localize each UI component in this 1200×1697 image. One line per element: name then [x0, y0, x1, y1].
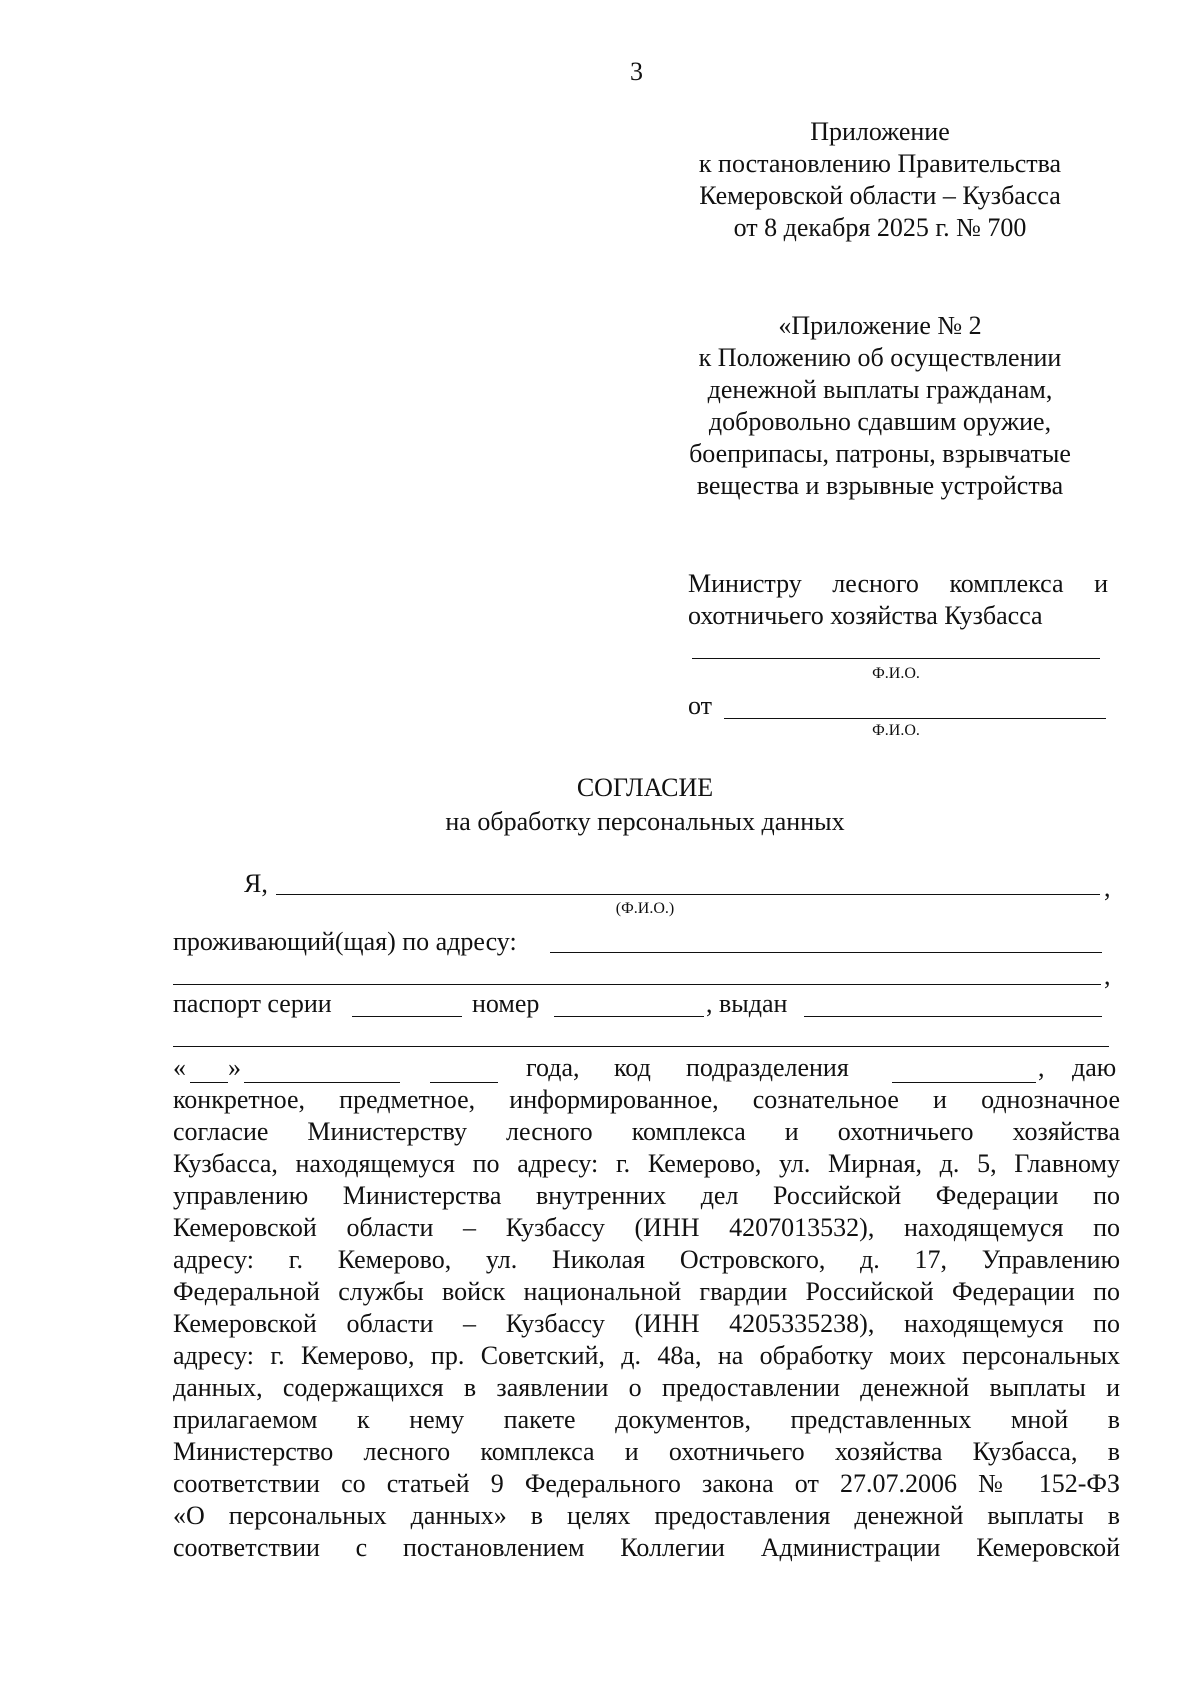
body-line: «О персональных данных» в целях предоставления денежной выплаты в: [173, 1501, 1120, 1530]
i-label: Я,: [244, 869, 268, 898]
appendix2-line: боеприпасы, патроны, взрывчатые: [689, 439, 1071, 468]
appendix2-line: добровольно сдавшим оружие,: [708, 407, 1052, 436]
body-line: Федеральной службы войск национальной гвардии Российской Федерации по: [173, 1277, 1120, 1306]
body-line: конкретное, предметное, информированное, сознательное и однозначное: [173, 1085, 1120, 1114]
year-label: года,: [526, 1053, 580, 1082]
from-label: от: [688, 691, 713, 720]
body-line: согласие Министерству лесного комплекса и охотничьего хозяйства: [173, 1117, 1120, 1146]
body-line: Кузбасса, находящемуся по адресу: г. Кемерово, ул. Мирная, д. 5, Главному: [173, 1149, 1120, 1178]
code-label: код: [614, 1053, 651, 1082]
passport-number-label: номер: [472, 989, 540, 1018]
date-year-field[interactable]: [430, 1082, 498, 1083]
appendix2-line: к Положению об осуществлении: [698, 343, 1062, 372]
address-label: проживающий(щая) по адресу:: [173, 927, 517, 956]
appendix2-line: вещества и взрывные устройства: [696, 471, 1064, 500]
address-line-2[interactable]: [173, 984, 1101, 985]
header-appendix-line: к постановлению Правительства: [698, 149, 1062, 178]
document-subtitle: на обработку персональных данных: [445, 807, 845, 836]
body-line: управлению Министерства внутренних дел Российской Федерации по: [173, 1181, 1120, 1210]
fio-caption: Ф.И.О.: [872, 665, 920, 682]
body-line: адресу: г. Кемерово, ул. Николая Островского, д. 17, Управлению: [173, 1245, 1120, 1274]
passport-series-field[interactable]: [352, 1016, 462, 1017]
address-line[interactable]: [550, 952, 1102, 953]
addressee-block: [688, 568, 1108, 632]
header-appendix-line: Приложение: [810, 117, 950, 146]
body-line: соответствии с постановлением Коллегии Администрации Кемеровской: [173, 1533, 1120, 1562]
fio-caption-parens: (Ф.И.О.): [615, 900, 675, 917]
header-appendix: [660, 116, 1100, 244]
date-close-quote: »: [228, 1053, 241, 1082]
body-line: Кемеровской области – Кузбассу (ИНН 4207013532), находящемуся по: [173, 1213, 1120, 1242]
minister-fio-line[interactable]: [692, 658, 1100, 659]
issued-label: , выдан: [706, 989, 788, 1018]
appendix2-line: денежной выплаты гражданам,: [707, 375, 1053, 404]
addressee-line: Министру лесного комплекса и: [688, 569, 1108, 598]
date-month-field[interactable]: [244, 1082, 400, 1083]
fio-caption: Ф.И.О.: [872, 722, 920, 739]
date-day-field[interactable]: [190, 1082, 228, 1083]
document-title: СОГЛАСИЕ: [576, 773, 714, 802]
appendix2-block: [660, 310, 1100, 502]
appendix2-line: «Приложение № 2: [778, 311, 982, 340]
division-label: подразделения: [686, 1053, 849, 1082]
passport-series-label: паспорт серии: [173, 989, 332, 1018]
header-appendix-line: Кемеровской области – Кузбасса: [699, 181, 1061, 210]
fio-line[interactable]: [276, 894, 1100, 895]
header-appendix-line: от 8 декабря 2025 г. № 700: [733, 213, 1027, 242]
page-number: 3: [630, 57, 643, 86]
division-code-field[interactable]: [892, 1082, 1036, 1083]
body-line: соответствии со статьей 9 Федерального закона от 27.07.2006 № 152-ФЗ: [173, 1469, 1120, 1498]
body-line: адресу: г. Кемерово, пр. Советский, д. 48а, на обработку моих персональных: [173, 1341, 1120, 1370]
passport-issued-field[interactable]: [804, 1016, 1102, 1017]
comma: ,: [1104, 873, 1111, 902]
sender-fio-line[interactable]: [724, 718, 1106, 719]
body-line: данных, содержащихся в заявлении о предоставлении денежной выплаты и: [173, 1373, 1120, 1402]
body-line: прилагаемом к нему пакете документов, представленных мной в: [173, 1405, 1120, 1434]
give-label: даю: [1072, 1053, 1117, 1082]
body-line: Министерство лесного комплекса и охотничьего хозяйства Кузбасса, в: [173, 1437, 1120, 1466]
date-open-quote: «: [173, 1053, 186, 1082]
comma: ,: [1104, 961, 1111, 990]
comma: ,: [1038, 1053, 1045, 1082]
body-line: Кемеровской области – Кузбассу (ИНН 4205335238), находящемуся по: [173, 1309, 1120, 1338]
passport-issued-field-2[interactable]: [173, 1046, 1109, 1047]
passport-number-field[interactable]: [554, 1016, 704, 1017]
addressee-line: охотничьего хозяйства Кузбасса: [688, 601, 1043, 630]
